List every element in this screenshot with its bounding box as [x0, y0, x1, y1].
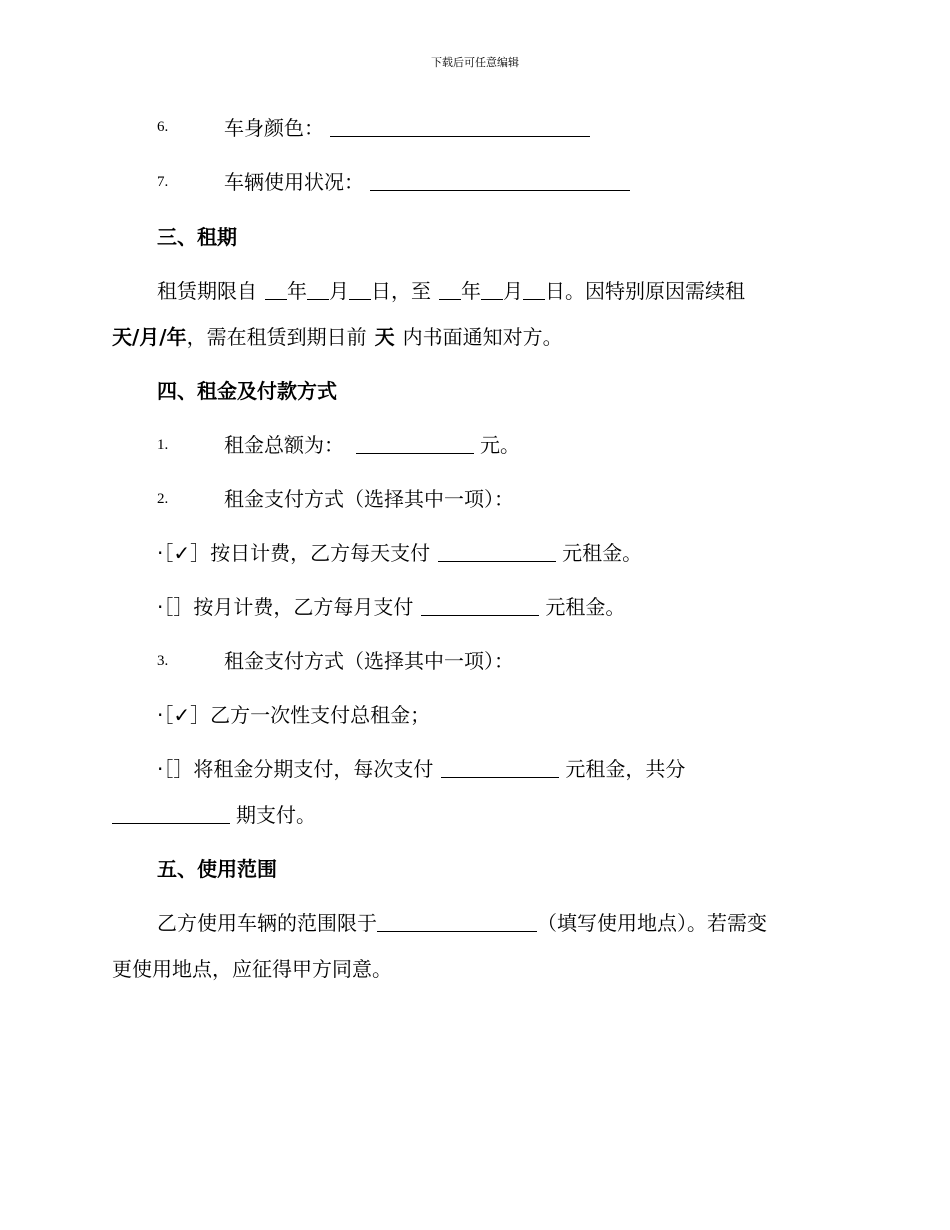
section-4-title: 四、租金及付款方式 [157, 379, 337, 403]
lease-term-line-2 [112, 323, 563, 351]
day-unit: 天 [374, 325, 395, 349]
end-month-blank[interactable] [481, 279, 503, 300]
option-installment [157, 755, 685, 783]
usage-scope-line-1 [157, 909, 767, 937]
total-rent-blank[interactable] [356, 433, 474, 454]
color-blank[interactable] [330, 116, 590, 137]
item-7-line [224, 168, 630, 196]
installment-count-blank[interactable] [112, 803, 230, 824]
day-to-label: 日，至 [371, 279, 431, 303]
item-1-line [224, 431, 520, 459]
start-year-blank[interactable] [265, 279, 287, 300]
month-label: 月 [503, 279, 523, 303]
option-daily-text[interactable]: ·［✓］按日计费，乙方每天支付 [157, 541, 431, 565]
option-installment-line-2 [112, 801, 316, 829]
item-6-number: 6. [157, 119, 169, 135]
option-monthly [157, 593, 625, 621]
option-installment-text[interactable]: ·［］将租金分期支付，每次支付 [157, 757, 434, 781]
usage-scope-text: 乙方使用车辆的范围限于 [157, 911, 377, 935]
item-7-label: 车辆使用状况： [224, 170, 364, 194]
monthly-rent-blank[interactable] [421, 595, 539, 616]
year-label: 年 [461, 279, 481, 303]
start-day-blank[interactable] [349, 279, 371, 300]
year-label: 年 [287, 279, 307, 303]
daily-rent-unit: 元租金。 [562, 541, 643, 565]
usage-location-hint: （填写使用地点）。若需变 [537, 911, 767, 935]
item-7-number: 7. [157, 174, 169, 190]
usage-location-blank[interactable] [377, 911, 537, 932]
page-header: 下载后可任意编辑 [431, 56, 519, 69]
renewal-text: 日。因特别原因需续租 [545, 279, 745, 303]
notice-end-text: 内书面通知对方。 [402, 325, 563, 349]
section-3-title: 三、租期 [157, 225, 237, 249]
condition-blank[interactable] [370, 170, 630, 191]
monthly-rent-unit: 元租金。 [545, 595, 626, 619]
start-month-blank[interactable] [307, 279, 329, 300]
notice-text: ，需在租赁到期日前 [186, 325, 367, 349]
section-5-title: 五、使用范围 [157, 857, 277, 881]
item-3-label: 租金支付方式（选择其中一项）： [224, 649, 514, 673]
installment-end-text: 期支付。 [236, 803, 316, 827]
unit-options: 天/月/年 [112, 325, 187, 349]
total-rent-label: 租金总额为： [224, 433, 344, 457]
daily-rent-blank[interactable] [438, 541, 556, 562]
lease-term-line-1 [157, 277, 745, 305]
option-lump-sum[interactable]: ·［✓］乙方一次性支付总租金； [157, 703, 431, 727]
option-daily [157, 539, 642, 567]
month-label: 月 [329, 279, 349, 303]
installment-unit: 元租金，共分 [565, 757, 686, 781]
item-6-line [224, 114, 590, 142]
item-3-number: 3. [157, 653, 169, 669]
end-day-blank[interactable] [523, 279, 545, 300]
end-year-blank[interactable] [439, 279, 461, 300]
item-2-number: 2. [157, 491, 169, 507]
installment-amount-blank[interactable] [441, 757, 559, 778]
usage-scope-line-2: 更使用地点，应征得甲方同意。 [112, 957, 392, 981]
option-monthly-text[interactable]: ·［］按月计费，乙方每月支付 [157, 595, 414, 619]
lease-term-from: 租赁期限自 [157, 279, 257, 303]
item-6-label: 车身颜色： [224, 116, 324, 140]
item-2-label: 租金支付方式（选择其中一项）： [224, 487, 514, 511]
item-1-number: 1. [157, 437, 169, 453]
yuan-unit: 元。 [480, 433, 520, 457]
